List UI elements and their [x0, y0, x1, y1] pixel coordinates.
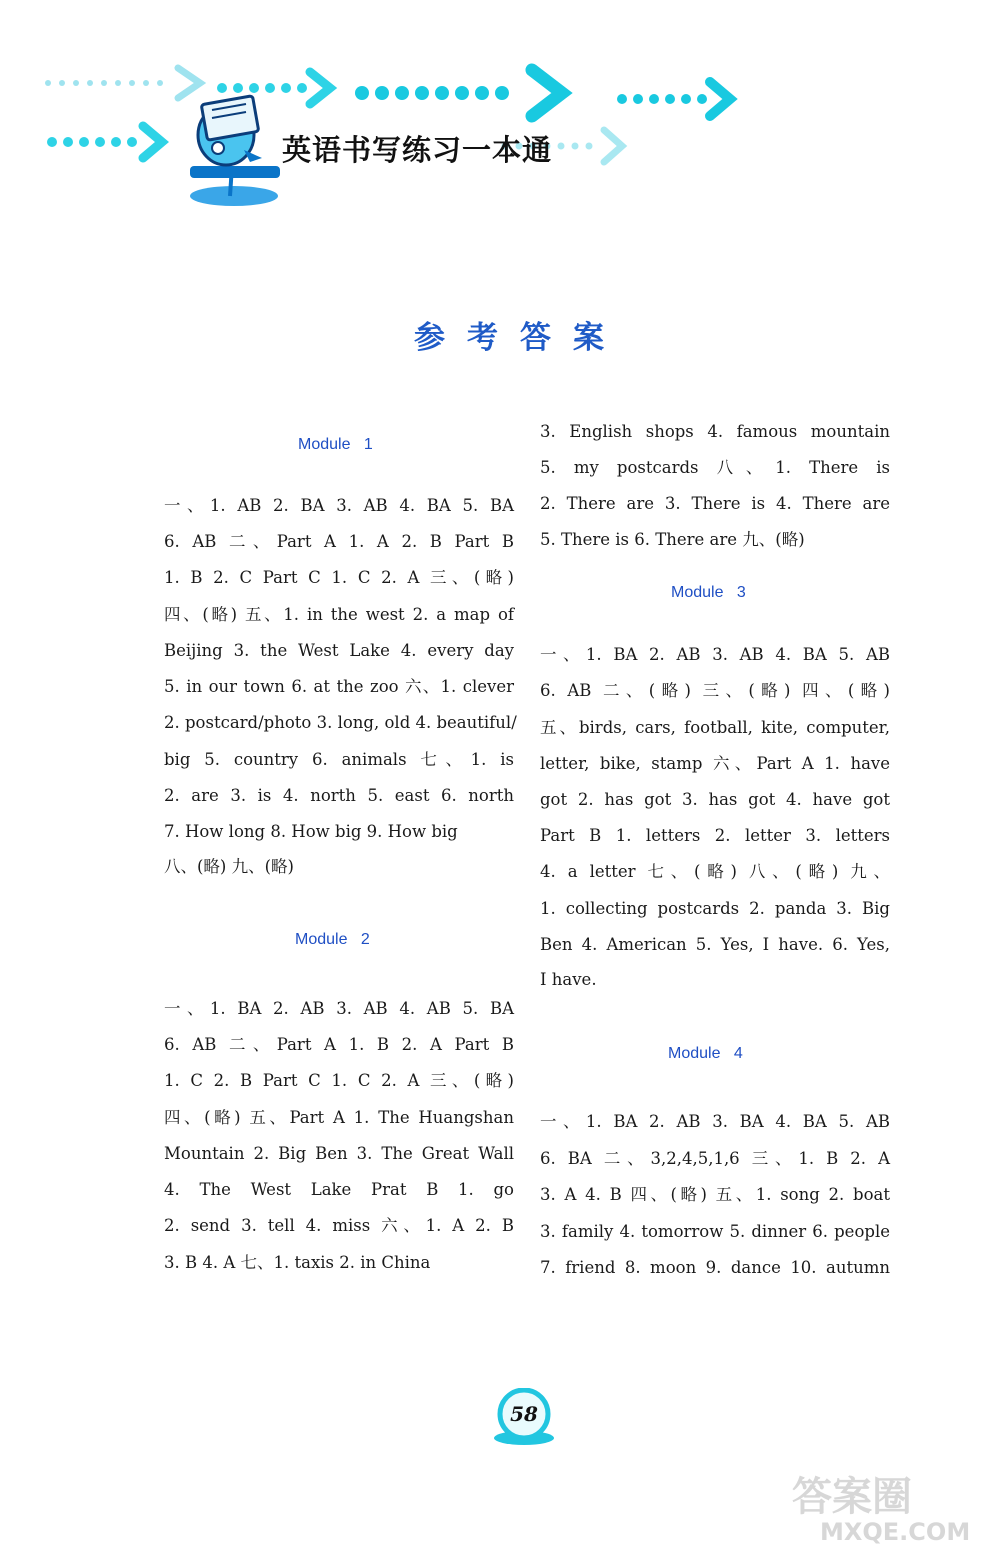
module-1-line: 2. are 3. is 4. north 5. east 6. north [164, 786, 514, 805]
series-title: 英语书写练习一本通 [282, 133, 553, 167]
module-3-heading: Module 3 [671, 584, 746, 601]
module-3-line: letter, bike, stamp 六、Part A 1. have [540, 754, 890, 773]
module-1-line: Beijing 3. the West Lake 4. every day [164, 641, 514, 660]
module-3-line: got 2. has got 3. has got 4. have got [540, 790, 890, 809]
student-reading-mascot-icon [190, 96, 280, 206]
module-2-line: 2. send 3. tell 4. miss 六、1. A 2. B [164, 1216, 514, 1235]
module-3-line: 4. a letter 七、(略) 八、(略) 九、 [540, 862, 890, 881]
module-2-continued-line: 3. English shops 4. famous mountain [540, 422, 890, 441]
module-1-line: 6. AB 二、Part A 1. A 2. B Part B [164, 532, 514, 551]
module-2-continued-line: 5. my postcards 八、1. There is [540, 458, 890, 477]
module-3-line: 五、birds, cars, football, kite, computer, [540, 718, 890, 737]
header-banner [0, 0, 1000, 230]
module-1-line: 八、(略) 九、(略) [164, 857, 294, 876]
module-3-line: 1. collecting postcards 2. panda 3. Big [540, 899, 890, 918]
module-3-line: Ben 4. American 5. Yes, I have. 6. Yes, [540, 935, 890, 954]
module-2-continued-line: 2. There are 3. There is 4. There are [540, 494, 890, 513]
module-2-line: 1. C 2. B Part C 1. C 2. A 三、(略) [164, 1071, 514, 1090]
module-1-line: 1. B 2. C Part C 1. C 2. A 三、(略) [164, 568, 514, 587]
svg-text:MXQE.COM: MXQE.COM [820, 1518, 971, 1546]
module-1-line: 5. in our town 6. at the zoo 六、1. clever [164, 677, 514, 696]
module-1-heading: Module 1 [298, 436, 373, 453]
module-1-line: big 5. country 6. animals 七、1. is [164, 750, 514, 769]
page-number: 58 [510, 1402, 538, 1426]
module-2-heading: Module 2 [295, 931, 370, 948]
module-2-line: 四、(略) 五、Part A 1. The Huangshan [164, 1108, 514, 1127]
module-2-continued-line: 5. There is 6. There are 九、(略) [540, 530, 805, 549]
module-4-line: 3. family 4. tomorrow 5. dinner 6. people [540, 1222, 890, 1241]
module-2-line: 4. The West Lake Prat B 1. go [164, 1180, 514, 1199]
svg-text:答案圈: 答案圈 [792, 1474, 912, 1520]
module-1-line: 7. How long 8. How big 9. How big [164, 822, 458, 841]
watermark-logo [780, 1460, 1000, 1549]
module-2-line: Mountain 2. Big Ben 3. The Great Wall [164, 1144, 514, 1163]
module-3-line: 6. AB 二、(略) 三、(略) 四、(略) [540, 681, 890, 700]
module-2-line: 一、1. BA 2. AB 3. AB 4. AB 5. BA [164, 999, 514, 1018]
module-4-line: 3. A 4. B 四、(略) 五、1. song 2. boat [540, 1185, 890, 1204]
module-4-heading: Module 4 [668, 1045, 743, 1062]
module-3-line: Part B 1. letters 2. letter 3. letters [540, 826, 890, 845]
module-1-line: 四、(略) 五、1. in the west 2. a map of [164, 605, 514, 624]
module-3-line: 一、1. BA 2. AB 3. AB 4. BA 5. AB [540, 645, 890, 664]
page-title: 参考答案 [414, 320, 626, 356]
module-1-line: 一、1. AB 2. BA 3. AB 4. BA 5. BA [164, 496, 514, 515]
module-1-line: 2. postcard/photo 3. long, old 4. beautiful/ [164, 713, 517, 732]
module-2-line: 6. AB 二、Part A 1. B 2. A Part B [164, 1035, 514, 1054]
module-4-line: 一、1. BA 2. AB 3. BA 4. BA 5. AB [540, 1112, 890, 1131]
module-4-line: 7. friend 8. moon 9. dance 10. autumn [540, 1258, 890, 1277]
module-2-line: 3. B 4. A 七、1. taxis 2. in China [164, 1253, 431, 1272]
module-4-line: 6. BA 二、3,2,4,5,1,6 三、1. B 2. A [540, 1149, 890, 1168]
arrow-decoration [0, 0, 1000, 230]
module-3-line: I have. [540, 970, 597, 989]
